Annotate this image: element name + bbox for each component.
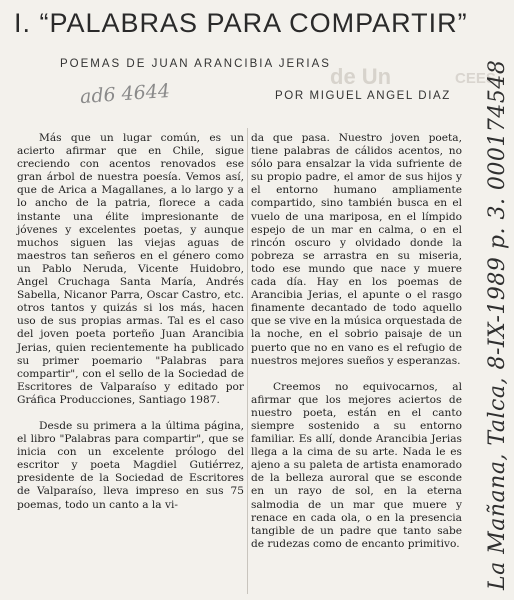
archive-stamp: ad6 4644 — [79, 79, 171, 109]
article-column-2 — [251, 132, 462, 551]
article-subtitle: POEMAS DE JUAN ARANCIBIA JERIAS — [60, 58, 331, 70]
bleed-through-text: de Un — [330, 64, 392, 89]
paragraph: Desde su primera a la última página, el libro "Palabras para compartir", que se inicia con un excelente prólogo del escritor y poeta Magdiel Gutiérrez, presidente de la Sociedad de Escritores de Valparaíso, lleva impreso en sus 75 poemas, todo un canto a la vi- — [17, 419, 244, 511]
article-byline: POR MIGUEL ANGEL DIAZ — [275, 90, 451, 102]
article-column-1 — [17, 132, 244, 512]
paragraph: Creemos no equivocarnos, al afirmar que los mejores aciertos de nuestro poeta, están en el canto siempre sostenido a su entorno familiar. Es allí, donde Arancibia Jerias llega a la cima de su arte. Nada le es ajeno a su paleta de artista enamorado de la belleza auroral que se esconde en un rayo de sol, en la eterna salmodia de un mar que muere y renace en cada ola, o en la presencia tangible de un padre que tanto sabe de rudezas como de encanto primitivo. — [251, 380, 462, 550]
handwritten-source-note: La Mañana, Talca, 8-IX-1989 p. 3. 000174548 — [485, 59, 510, 590]
bleed-through-text-right: CEES — [455, 70, 496, 87]
paragraph: da que pasa. Nuestro joven poeta, tiene palabras de cálidos acentos, no sólo para ensalzar la vida sufriente de su propio padre, el amor de sus hijos y el entorno humano ampliamente compartido, sino también busca en el vuelo de una mariposa, en el límpido espejo de un mar en calma, o en el rincón oscuro y olvidado donde la pobreza se arrastra en su miseria, todo ese mundo que nace y muere cada día. Hay en los poemas de Arancibia Jerias, el apunte o el rasgo finamente decantado de todo aquello que se vive en la música orquestada de la noche, en el sobrio paisaje de un puerto que no en vano es el refugio de nuestros mejores sueños y esperanzas. — [251, 132, 462, 367]
column-divider — [247, 128, 248, 594]
article-title: I. “PALABRAS PARA COMPARTIR” — [14, 8, 468, 38]
paragraph: Más que un lugar común, es un acierto afirmar que en Chile, sigue creciendo con acentos renovados ese gran árbol de nuestra poesía. Vemos así, que de Arica a Magallanes, a lo largo y a lo ancho de la patria, florece a cada instante una élite impresionante de jóvenes y excelentes poetas, y aunque muchos siguen las viejas aguas de maestros tan señeros en el género como un Pablo Neruda, Vicente Huidobro, Angel Cruchaga Santa María, Andrés Sabella, Nicanor Parra, Oscar Castro, etc. otros tantos y quizás si los más, hacen uso de sus propias armas. Tal es el caso del joven poeta porteño Juan Arancibia Jerias, quien recientemente ha publicado su primer poemario "Palabras para compartir", con el sello de la Sociedad de Escritores de Valparaíso y editado por Gráfica Producciones, Santiago 1987. — [17, 132, 244, 406]
